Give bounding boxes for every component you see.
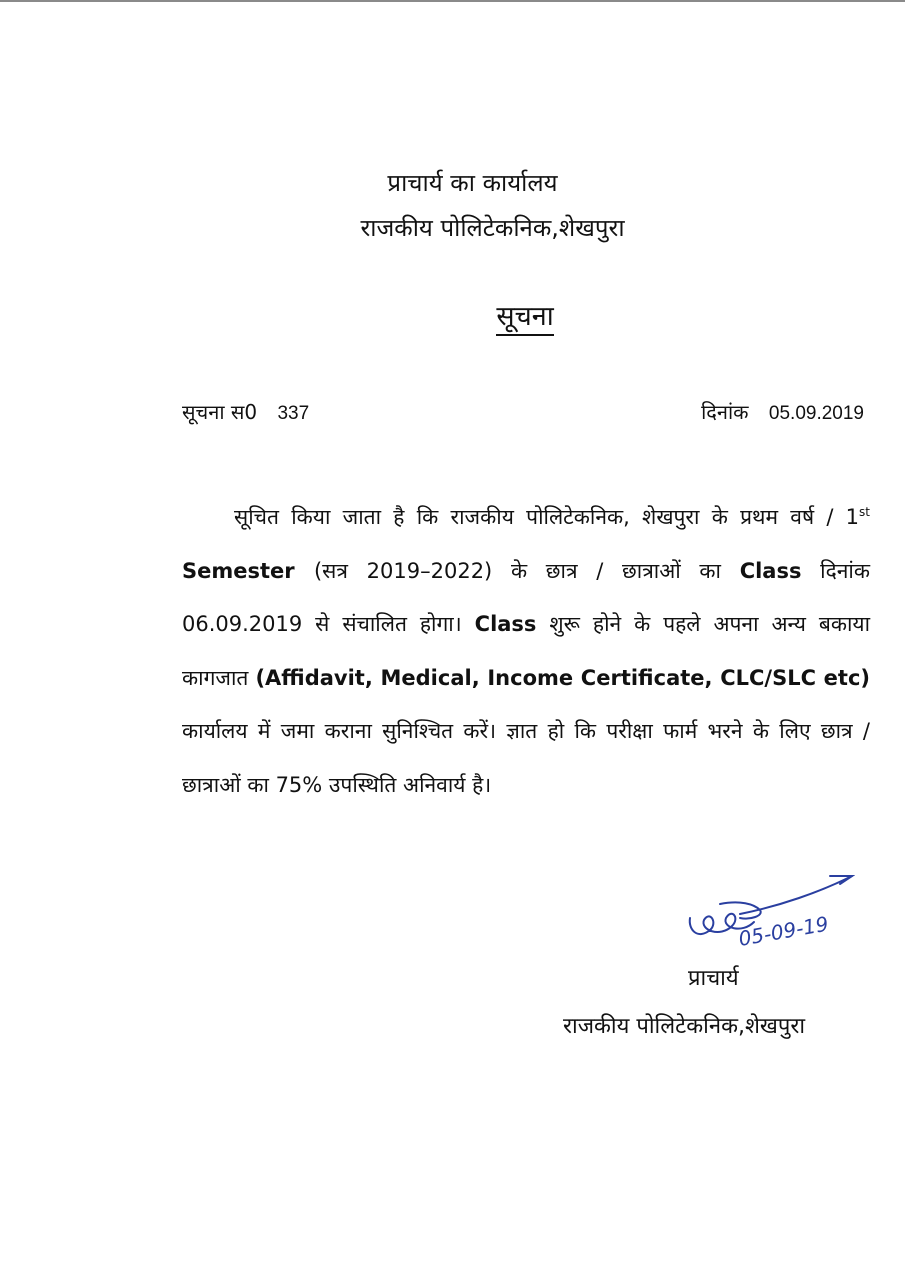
signature-date: 05-09-19 [736, 911, 831, 951]
signatory-title: प्राचार्य [688, 966, 739, 991]
body-part-2: (सत्र 2019–2022) के छात्र / छात्राओं का [313, 558, 740, 583]
notice-number-block [182, 398, 309, 425]
body-documents: (Affidavit, Medical, Income Certificate, CLC/SLC etc) [255, 665, 870, 690]
body-part-1: सूचित किया जाता है कि राजकीय पोलिटेकनिक, शेखपुरा के प्रथम वर्ष / 1 [234, 505, 860, 529]
body-part-5: कार्यालय में जमा कराना सुनिश्चित करें। ज्ञात हो कि परीक्षा फार्म भरने के लिए छात्र / छात्राओं का 75% उपस्थिति अनिवार्य है। [182, 719, 870, 797]
notice-number: 337 [277, 403, 310, 424]
body-class-2: Class [474, 612, 537, 636]
notice-heading-text: सूचना [496, 301, 553, 336]
notice-date-label: दिनांक [701, 400, 749, 424]
handwritten-signature [680, 868, 855, 953]
notice-heading [0, 296, 905, 333]
body-part-3: दिनांक 06.09.2019 से संचालित होगा। [182, 558, 870, 636]
body-semester: Semester [182, 558, 314, 583]
notice-date: 05.09.2019 [768, 403, 864, 424]
scan-edge [0, 0, 905, 2]
office-name: राजकीय पोलिटेकनिक,शेखपुरा [360, 214, 625, 242]
body-superscript: st [859, 505, 870, 519]
body-part-4: शुरू होने के पहले अपना अन्य बकाया कागजात [182, 612, 871, 690]
notice-body [182, 491, 870, 812]
office-title: प्राचार्य का कार्यालय [387, 169, 558, 197]
notice-date-block [701, 398, 864, 425]
body-class-1: Class [739, 558, 802, 583]
notice-number-label: सूचना स0 [182, 400, 258, 424]
signatory-office: राजकीय पोलिटेकनिक,शेखपुरा [563, 1014, 806, 1039]
